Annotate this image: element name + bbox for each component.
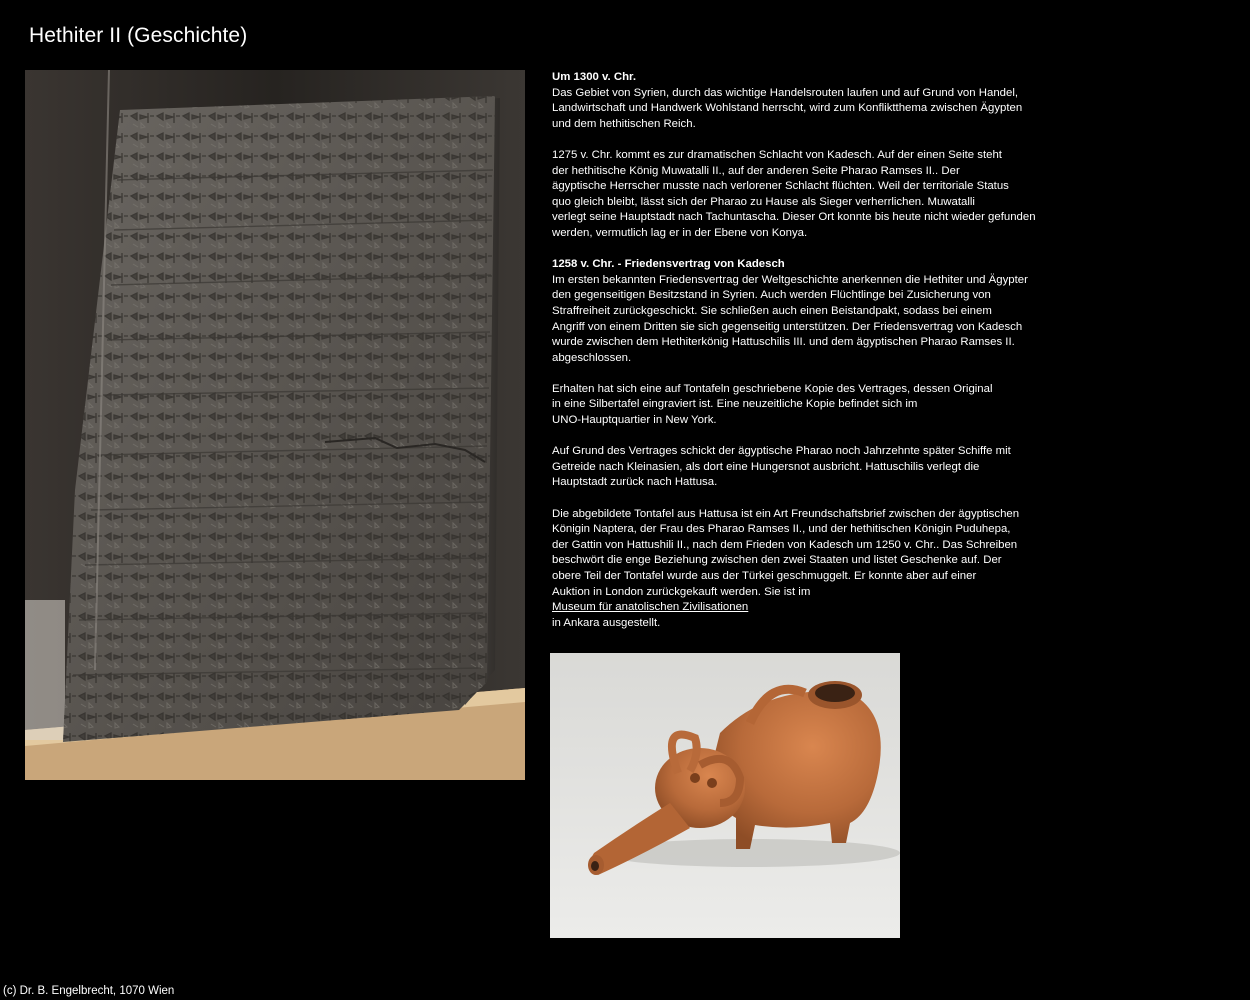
terracotta-vessel-photo (550, 653, 900, 938)
section-heading: 1258 v. Chr. - Friedensvertrag von Kadesch (552, 258, 785, 271)
section-body-end: in Ankara ausgestellt. (552, 616, 661, 629)
page-title: Hethiter II (Geschichte) (29, 24, 248, 47)
section-grain-ships: Auf Grund des Vertrages schickt der ägyptische Pharao noch Jahrzehnte später Schiffe mit Getreide nach Kleinasien, als dort eine Hungersnot ausbricht. Hattuschilis verlegt die Hauptstadt zurück nach Hattusa. (552, 445, 1011, 489)
section-1300 (552, 70, 1072, 132)
museum-link[interactable]: Museum für anatolischen Zivilisationen (552, 601, 749, 614)
cuneiform-tablet-photo (25, 70, 525, 780)
section-kadesch-battle: 1275 v. Chr. kommt es zur dramatischen Schlacht von Kadesch. Auf der einen Seite steht der hethitische König Muwatalli II., auf der anderen Seite Pharao Ramses II.. Der ägyptische Herrscher musste nach verlorener Schlacht flüchten. Weil der territoriale Status quo gleich bleibt, lässt sich der Pharao zu Hause als Sieger verherrlichen. Muwatalli verlegt seine Hauptstadt nach Tachuntascha. Dieser Ort konnte bis heute nicht wieder gefunden werden, vermutlich lag er in der Ebene von Konya. (552, 148, 1036, 239)
section-treaty-copy: Erhalten hat sich eine auf Tontafeln geschriebene Kopie des Vertrages, dessen Original in eine Silbertafel eingraviert ist. Eine neuzeitliche Kopie befindet sich im UNO-Hauptquartier in New York. (552, 382, 993, 427)
article-text (552, 70, 1072, 647)
section-body: Im ersten bekannten Friedensvertrag der Weltgeschichte anerkennen die Hethiter und Ägypter den gegenseitigen Besitzstand in Syrien. Auch werden Flüchtlinge bei Zusicherung von Straffreiheit zurückgeschickt. Sie schließen auch einen Beistandpakt, sodass bei einem Angriff von einem Dritten sie sich gegenseitig unterstützen. Der Friedensvertrag von Kadesch wurde zwischen dem Hethiterkönig Hattuschilis III. und dem ägyptischen Pharao Ramses II. abgeschlossen. (552, 273, 1028, 364)
section-body: Das Gebiet von Syrien, durch das wichtige Handelsrouten laufen und auf Grund von Handel, Landwirtschaft und Handwerk Wohlstand herrscht, wird zum Konfliktthema zwischen Ägypten und dem hethitischen Reich. (552, 86, 1023, 130)
section-1258 (552, 257, 1072, 366)
section-body: Die abgebildete Tontafel aus Hattusa ist ein Art Freundschaftsbrief zwischen der ägyptischen Königin Naptera, der Frau des Pharao Ramses II., und der hethitischen Königin Puduhepa, der Gattin von Hattushili II., nach dem Frieden von Kadesch um 1250 v. Chr.. Das Schreiben beschwört die enge Beziehung zwischen den zwei Staaten und listet Geschenke auf. Der obere Teil der Tontafel wurde aus der Türkei geschmuggelt. Er konnte aber auf einer Auktion in London zurückgekauft werden. Sie ist im (552, 507, 1020, 598)
copyright-footer: (c) Dr. B. Engelbrecht, 1070 Wien (3, 985, 175, 997)
section-tablet-description (552, 507, 1072, 632)
section-heading: Um 1300 v. Chr. (552, 71, 636, 83)
